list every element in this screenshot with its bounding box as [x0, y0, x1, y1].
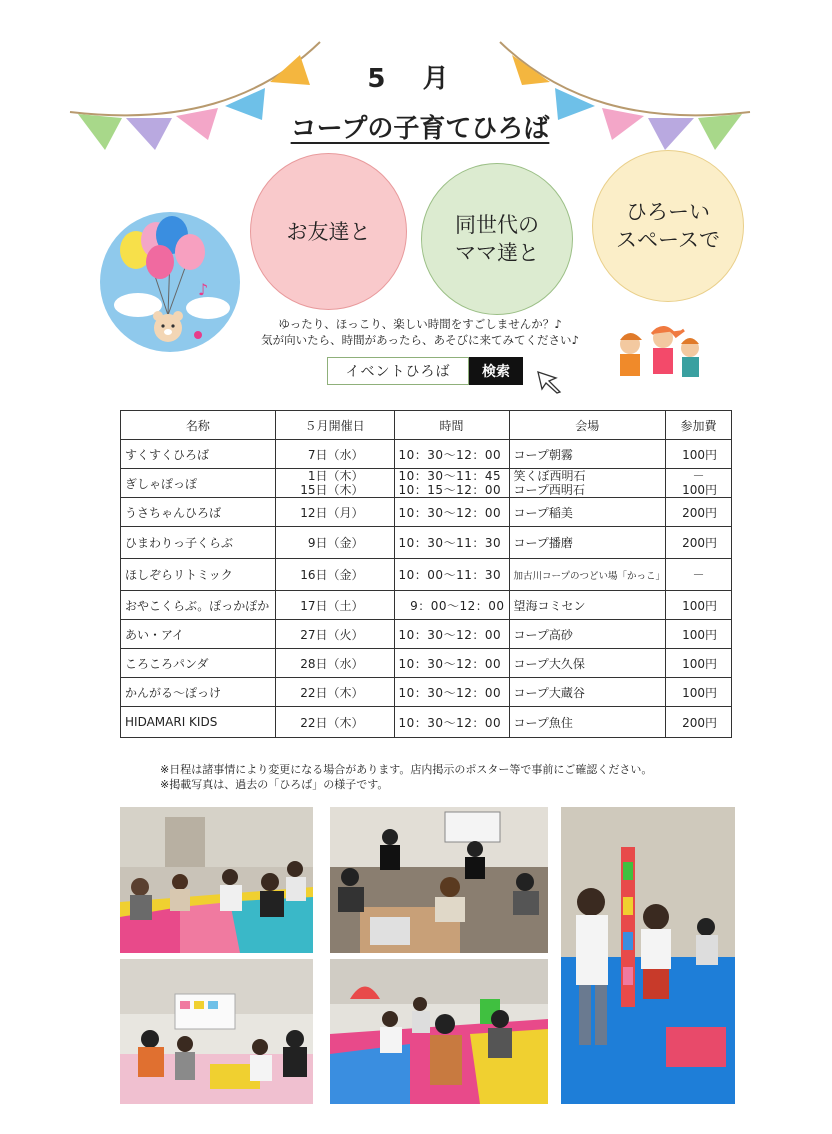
cell-venue [509, 469, 666, 498]
date-line: 1日（木） [307, 469, 364, 483]
tagline-line: ゆったり、ほっこり、楽しい時間をすごしませんか？♪ [278, 317, 562, 331]
time-line: 10：15～12：00 [398, 483, 502, 497]
cell-date: 16日（金） [275, 559, 394, 591]
cell-time: 10：30～11：30 [394, 527, 509, 559]
cell-venue: コープ稲美 [509, 498, 666, 527]
cell-date: 22日（木） [275, 707, 394, 738]
cell-date: 22日（木） [275, 678, 394, 707]
search-input[interactable]: イベントひろば [327, 357, 469, 385]
cell-venue: コープ朝霧 [509, 440, 666, 469]
time-line: 10：30～11：45 [398, 469, 502, 483]
circle-text: スペースで [616, 228, 720, 252]
cell-name: すくすくひろば [121, 440, 276, 469]
venue-line: 笑くぼ西明石 [513, 469, 586, 483]
photo-5 [330, 959, 548, 1104]
cell-date: 12日（月） [275, 498, 394, 527]
cell-name: ほしぞらリトミック [121, 559, 276, 591]
table-row [121, 707, 732, 738]
photo-2 [330, 807, 548, 953]
cell-name: ころころパンダ [121, 649, 276, 678]
cell-time: 10：30～12：00 [394, 498, 509, 527]
schedule-table [120, 410, 732, 738]
table-row [121, 620, 732, 649]
cell-date: 9日（金） [275, 527, 394, 559]
cell-venue: コープ播磨 [509, 527, 666, 559]
header-name: 名称 [121, 411, 276, 440]
cell-name: あい・アイ [121, 620, 276, 649]
cell-venue: 望海コミセン [509, 591, 666, 620]
cell-fee: 100円 [666, 591, 732, 620]
header-fee: 参加費 [666, 411, 732, 440]
photo-1 [120, 807, 313, 953]
cell-venue: コープ高砂 [509, 620, 666, 649]
svg-text:♪: ♪ [198, 280, 209, 299]
tagline-line: 気が向いたら、時間があったら、あそびに来てみてください♪ [261, 333, 579, 347]
date-line: 15日（木） [300, 483, 364, 497]
table-row [121, 527, 732, 559]
circle-text: ママ達と [455, 241, 539, 265]
cell-name: HIDAMARI KIDS [121, 707, 276, 738]
table-row [121, 591, 732, 620]
photo-4 [120, 959, 313, 1104]
circle-text: ひろーい [625, 200, 710, 224]
cell-name: うさちゃんひろば [121, 498, 276, 527]
page-title: コープの子育てひろば [290, 114, 550, 144]
cell-date: 27日（火） [275, 620, 394, 649]
cell-name: かんがる～ぽっけ [121, 678, 276, 707]
table-header-row [121, 411, 732, 440]
tagline [240, 316, 600, 348]
cell-fee: 100円 [666, 678, 732, 707]
cell-date: 28日（水） [275, 649, 394, 678]
cell-name: ひまわりっ子くらぶ [121, 527, 276, 559]
cell-venue: コープ魚住 [509, 707, 666, 738]
table-row [121, 649, 732, 678]
note-line: ※掲載写真は、過去の「ひろば」の様子です。 [160, 778, 389, 791]
cell-time: 10：00～11：30 [394, 559, 509, 591]
month-heading: 5 月 [367, 64, 463, 94]
balloon-bear-illustration [98, 210, 243, 360]
cell-date: 7日（水） [275, 440, 394, 469]
cell-fee: 200円 [666, 527, 732, 559]
cell-time: 10：30～12：00 [394, 649, 509, 678]
cell-venue: コープ大久保 [509, 649, 666, 678]
table-row [121, 469, 732, 498]
cell-fee [666, 469, 732, 498]
cell-time: 10：30～12：00 [394, 678, 509, 707]
cell-fee: － [666, 559, 732, 591]
cell-name: ぎしゃぽっぽ [121, 469, 276, 498]
circle-text: お友達と [286, 219, 371, 244]
venue-line: コープ西明石 [513, 483, 585, 497]
cell-fee: 100円 [666, 620, 732, 649]
photo-3 [561, 807, 735, 1104]
kids-illustration [608, 322, 708, 384]
table-row [121, 440, 732, 469]
cell-fee: 100円 [666, 649, 732, 678]
cell-time: 10：30～12：00 [394, 620, 509, 649]
table-row [121, 559, 732, 591]
circle-friends [250, 153, 407, 310]
cell-venue: コープ大蔵谷 [509, 678, 666, 707]
cell-date [275, 469, 394, 498]
cell-time: 10：30～12：00 [394, 440, 509, 469]
table-row [121, 498, 732, 527]
cell-date: 17日（土） [275, 591, 394, 620]
cell-fee: 200円 [666, 707, 732, 738]
fee-line: － [692, 469, 705, 483]
header-venue: 会場 [509, 411, 666, 440]
cell-fee: 200円 [666, 498, 732, 527]
cell-venue: 加古川コープのつどい場「かっこ」 [509, 559, 666, 591]
fee-line: 100円 [682, 483, 717, 497]
cell-time: 9：00～12：00 [394, 591, 509, 620]
cell-time: 10：30～12：00 [394, 707, 509, 738]
header-date: ５月開催日 [275, 411, 394, 440]
circle-wide-space [592, 150, 744, 302]
search-button[interactable]: 検索 [469, 357, 523, 385]
circle-text: 同世代の [455, 213, 539, 237]
circle-same-generation-moms [421, 163, 573, 315]
cell-time [394, 469, 509, 498]
cell-fee: 100円 [666, 440, 732, 469]
notes [160, 762, 760, 792]
cursor-arrow-icon [536, 370, 562, 394]
note-line: ※日程は諸事情により変更になる場合があります。店内掲示のポスター等で事前にご確認ください。 [160, 763, 653, 776]
table-row [121, 678, 732, 707]
cell-name: おやこくらぶ。ぽっかぽか [121, 591, 276, 620]
header-time: 時間 [394, 411, 509, 440]
